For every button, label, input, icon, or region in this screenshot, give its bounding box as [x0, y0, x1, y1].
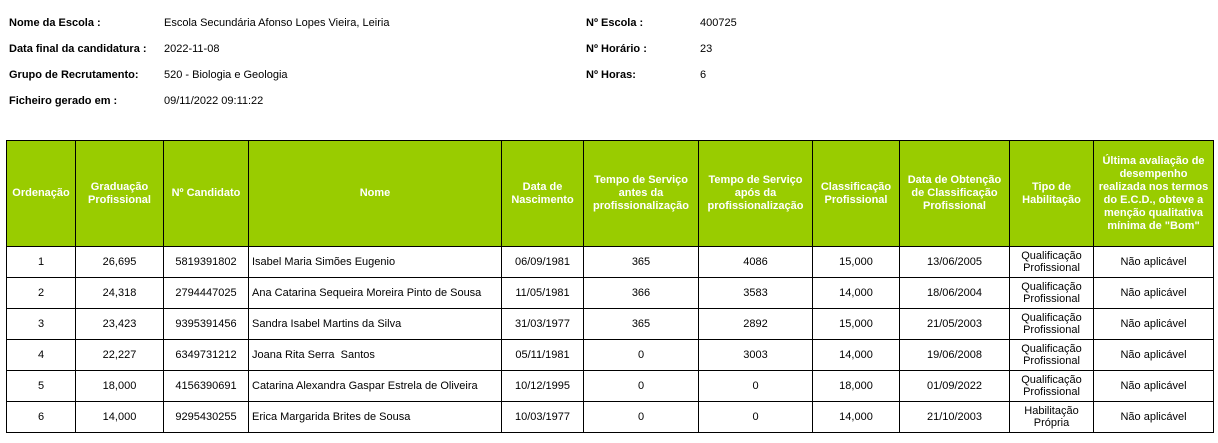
- cell-data-obtencao: 21/05/2003: [900, 309, 1010, 340]
- cell-nascimento: 10/03/1977: [502, 402, 584, 433]
- cell-nome: Erica Margarida Brites de Sousa: [249, 402, 502, 433]
- cell-servico-apos: 3003: [699, 340, 813, 371]
- cell-nome: Ana Catarina Sequeira Moreira Pinto de Sousa: [249, 278, 502, 309]
- cell-avaliacao: Não aplicável: [1094, 278, 1214, 309]
- col-header-avaliacao: Última avaliação de desempenho realizada nos termos do E.C.D., obteve a menção qualitativa mínima de "Bom": [1094, 141, 1214, 247]
- cell-nascimento: 05/11/1981: [502, 340, 584, 371]
- cell-classificacao: 18,000: [813, 371, 900, 402]
- col-header-nome: Nome: [249, 141, 502, 247]
- cell-classificacao: 14,000: [813, 278, 900, 309]
- cell-candidato: 2794447025: [164, 278, 249, 309]
- cell-classificacao: 14,000: [813, 402, 900, 433]
- deadline-value: 2022-11-08: [164, 43, 220, 55]
- cell-servico-apos: 4086: [699, 247, 813, 278]
- cell-nascimento: 06/09/1981: [502, 247, 584, 278]
- col-header-nascimento: Data de Nascimento: [502, 141, 584, 247]
- schedule-number-value: 23: [700, 43, 713, 55]
- cell-servico-apos: 3583: [699, 278, 813, 309]
- cell-graduacao: 22,227: [76, 340, 164, 371]
- cell-servico-antes: 0: [584, 402, 699, 433]
- col-header-classificacao: Classificação Profissional: [813, 141, 900, 247]
- cell-ordenacao: 6: [7, 402, 76, 433]
- col-header-habilitacao: Tipo de Habilitação: [1010, 141, 1094, 247]
- cell-avaliacao: Não aplicável: [1094, 247, 1214, 278]
- col-header-servico-apos: Tempo de Serviço após da profissionalização: [699, 141, 813, 247]
- col-header-data-obtencao: Data de Obtenção de Classificação Profissional: [900, 141, 1010, 247]
- cell-classificacao: 15,000: [813, 309, 900, 340]
- school-name-value: Escola Secundária Afonso Lopes Vieira, Leiria: [164, 17, 390, 29]
- cell-nascimento: 11/05/1981: [502, 278, 584, 309]
- cell-nascimento: 10/12/1995: [502, 371, 584, 402]
- cell-ordenacao: 5: [7, 371, 76, 402]
- cell-habilitacao: Qualificação Profissional: [1010, 340, 1094, 371]
- cell-servico-antes: 365: [584, 247, 699, 278]
- cell-ordenacao: 3: [7, 309, 76, 340]
- col-header-servico-antes: Tempo de Serviço antes da profissionalização: [584, 141, 699, 247]
- table-row: [7, 309, 1214, 340]
- table-row: [7, 247, 1214, 278]
- cell-data-obtencao: 13/06/2005: [900, 247, 1010, 278]
- cell-candidato: 9395391456: [164, 309, 249, 340]
- candidates-table: [6, 140, 1214, 433]
- cell-graduacao: 26,695: [76, 247, 164, 278]
- cell-data-obtencao: 19/06/2008: [900, 340, 1010, 371]
- cell-habilitacao: Habilitação Própria: [1010, 402, 1094, 433]
- cell-candidato: 9295430255: [164, 402, 249, 433]
- cell-habilitacao: Qualificação Profissional: [1010, 309, 1094, 340]
- recruitment-group-label: Grupo de Recrutamento:: [9, 69, 139, 81]
- cell-nascimento: 31/03/1977: [502, 309, 584, 340]
- cell-nome: Sandra Isabel Martins da Silva: [249, 309, 502, 340]
- cell-habilitacao: Qualificação Profissional: [1010, 278, 1094, 309]
- cell-avaliacao: Não aplicável: [1094, 371, 1214, 402]
- cell-servico-antes: 366: [584, 278, 699, 309]
- cell-candidato: 6349731212: [164, 340, 249, 371]
- cell-ordenacao: 2: [7, 278, 76, 309]
- cell-candidato: 4156390691: [164, 371, 249, 402]
- recruitment-group-value: 520 - Biologia e Geologia: [164, 69, 288, 81]
- cell-avaliacao: Não aplicável: [1094, 340, 1214, 371]
- cell-servico-antes: 0: [584, 340, 699, 371]
- col-header-graduacao: Graduação Profissional: [76, 141, 164, 247]
- cell-servico-apos: 0: [699, 402, 813, 433]
- cell-data-obtencao: 01/09/2022: [900, 371, 1010, 402]
- cell-servico-apos: 2892: [699, 309, 813, 340]
- hours-label: Nº Horas:: [586, 69, 636, 81]
- hours-value: 6: [700, 69, 707, 81]
- deadline-label: Data final da candidatura :: [9, 43, 147, 55]
- schedule-number-label: Nº Horário :: [586, 43, 647, 55]
- table-row: [7, 371, 1214, 402]
- cell-avaliacao: Não aplicável: [1094, 402, 1214, 433]
- table-row: [7, 402, 1214, 433]
- cell-classificacao: 15,000: [813, 247, 900, 278]
- cell-habilitacao: Qualificação Profissional: [1010, 371, 1094, 402]
- table-row: [7, 278, 1214, 309]
- col-header-ordenacao: Ordenação: [7, 141, 76, 247]
- table-header-row: [7, 141, 1214, 247]
- cell-nome: Catarina Alexandra Gaspar Estrela de Oliveira: [249, 371, 502, 402]
- cell-servico-antes: 365: [584, 309, 699, 340]
- school-name-label: Nome da Escola :: [9, 17, 101, 29]
- table-row: [7, 340, 1214, 371]
- school-number-value: 400725: [700, 17, 737, 29]
- cell-nome: Joana Rita Serra Santos: [249, 340, 502, 371]
- school-number-label: Nº Escola :: [586, 17, 644, 29]
- cell-servico-antes: 0: [584, 371, 699, 402]
- cell-avaliacao: Não aplicável: [1094, 309, 1214, 340]
- cell-graduacao: 23,423: [76, 309, 164, 340]
- cell-graduacao: 24,318: [76, 278, 164, 309]
- cell-graduacao: 14,000: [76, 402, 164, 433]
- cell-classificacao: 14,000: [813, 340, 900, 371]
- cell-ordenacao: 4: [7, 340, 76, 371]
- generated-at-label: Ficheiro gerado em :: [9, 95, 118, 107]
- generated-at-value: 09/11/2022 09:11:22: [164, 95, 264, 107]
- cell-nome: Isabel Maria Simões Eugenio: [249, 247, 502, 278]
- cell-data-obtencao: 21/10/2003: [900, 402, 1010, 433]
- cell-habilitacao: Qualificação Profissional: [1010, 247, 1094, 278]
- cell-candidato: 5819391802: [164, 247, 249, 278]
- col-header-candidato: Nº Candidato: [164, 141, 249, 247]
- cell-data-obtencao: 18/06/2004: [900, 278, 1010, 309]
- cell-graduacao: 18,000: [76, 371, 164, 402]
- cell-ordenacao: 1: [7, 247, 76, 278]
- cell-servico-apos: 0: [699, 371, 813, 402]
